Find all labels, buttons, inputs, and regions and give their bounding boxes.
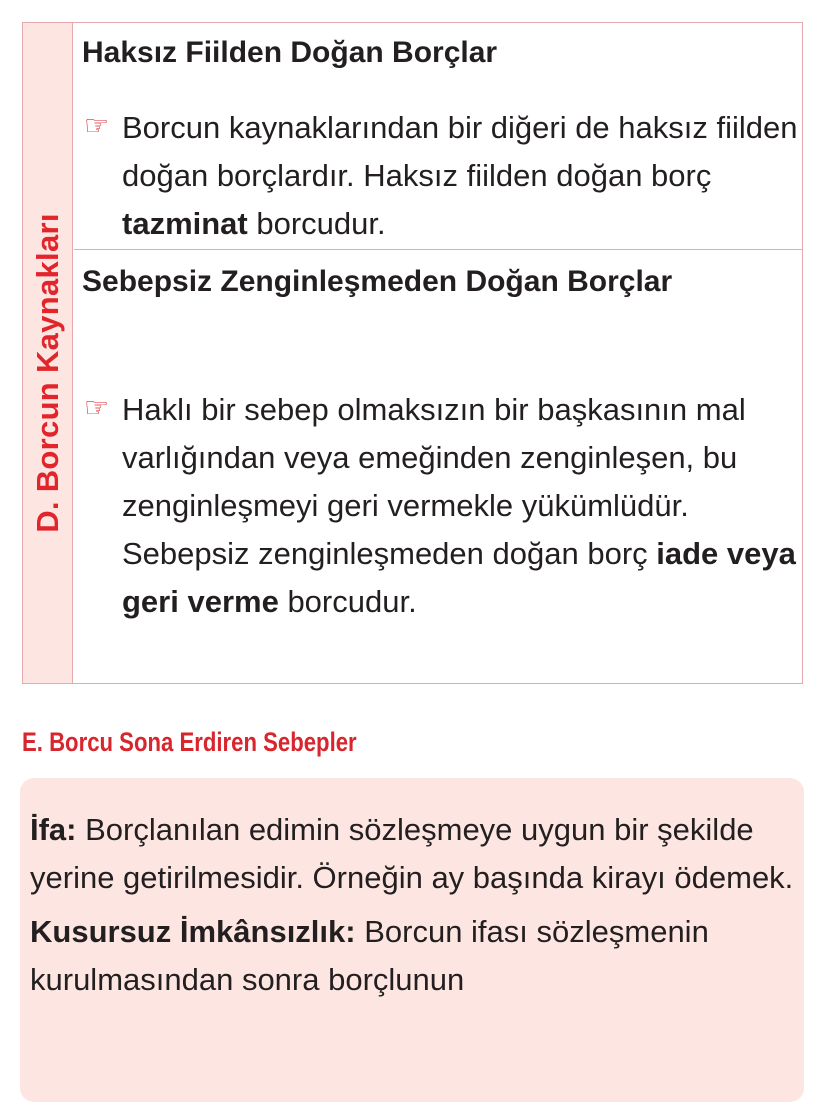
enrichment-paragraph: Haklı bir sebep olmaksızın bir başkasının mal varlığından veya emeğinden zenginleşen, bu zenginleşmeyi geri vermekle yükümlüdür. Sebepsiz zenginleşmeden doğan borç iade veya geri verme borcudur. <box>122 392 796 619</box>
tort-paragraph: Borcun kaynaklarından bir diğeri de haksız fiilden doğan borçlardır. Haksız fiilden doğan borç tazminat borcudur. <box>122 110 798 241</box>
debt-sources-table <box>22 22 803 684</box>
enrichment-cell <box>74 250 802 683</box>
ifa-definition: İfa: Borçlanılan edimin sözleşmeye uygun bir şekilde yerine getirilmesidir. Örneğin ay başında kirayı ödemek. <box>30 812 794 895</box>
enrichment-heading: Sebepsiz Zenginleşmeden Doğan Borçlar <box>82 265 673 298</box>
tort-heading: Haksız Fiilden Doğan Borçlar <box>82 36 498 69</box>
tort-cell <box>74 23 802 250</box>
side-label-column <box>23 23 73 683</box>
pointing-hand-icon: ☞ <box>84 110 110 141</box>
info-box <box>20 778 804 1102</box>
side-label: D. Borcun Kaynakları <box>30 213 65 533</box>
pointing-hand-icon: ☞ <box>84 392 110 423</box>
impossibility-definition: Kusursuz İmkânsızlık: Borcun ifası sözleşmenin kurulmasından sonra borçlunun <box>30 914 709 997</box>
section-title: E. Borcu Sona Erdiren Sebepler <box>22 727 357 757</box>
